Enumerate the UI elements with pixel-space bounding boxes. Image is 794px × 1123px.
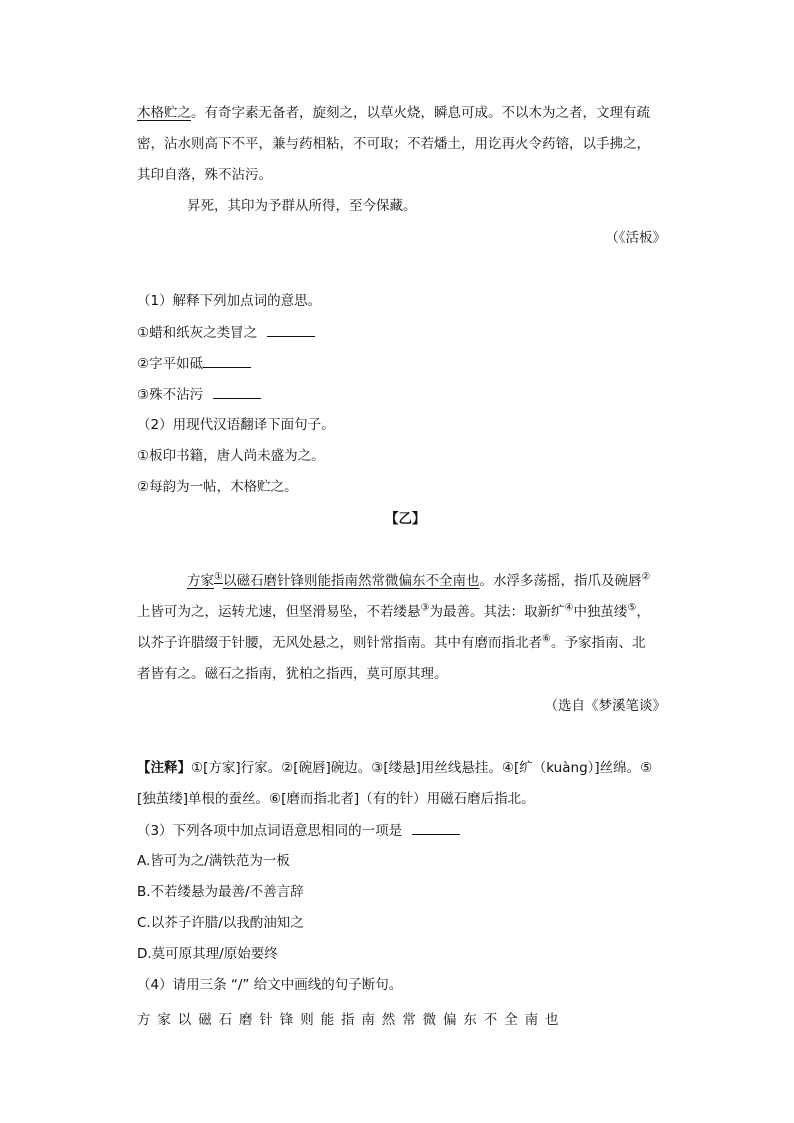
q3-option-d: D.莫可原其理/原始要终 [137,946,278,962]
q4-title: （4）请用三条 “/” 给文中画线的句子断句。 [137,977,403,993]
passage-b-line-2: 上皆可为之，运转尤速，但坚滑易坠，不若缕悬③为最善。其法：取新纩④中独茧缕⑤， [137,602,650,620]
answer-blank[interactable] [412,820,460,835]
notes-line-2: [独茧缕]单根的蚕丝。⑥[磨而指北者]（有的针）用磁石磨后指北。 [137,791,535,807]
q2-item-1: ①板印书籍，唐人尚未盛为之。 [137,448,325,464]
passage-a-line-4: 昇死，其印为予群从所得，至今保藏。 [187,198,417,214]
underlined-phrase: 木格贮之 [137,105,191,121]
passage-b-line-3: 以芥子许腊缀于针腰，无风处悬之，则针常指南。其中有磨而指北者⑥。予家指南、北 [137,633,646,651]
q2-item-2: ②每韵为一帖，木格贮之。 [137,479,298,495]
q1-item-3: ③殊不沾污 [137,384,261,405]
passage-b-line-4: 者皆有之。磁石之指南，犹柏之指西，莫可原其理。 [137,666,448,682]
q3-title: （3）下列各项中加点词语意思相同的一项是 [137,820,460,841]
notes-label: 【注释】 [137,760,191,776]
passage-b-source: （选自《梦溪笔谈》 [544,698,666,714]
passage-a-source: （《活板》 [605,230,666,246]
q3-option-a: A.皆可为之/满铁范为一板 [137,853,290,869]
passage-a-line-3: 其印自落，殊不沾污。 [137,167,272,183]
notes-line-1: 【注释】①[方家]行家。②[碗唇]碗边。③[缕悬]用丝线悬挂。④[纩（kuàng）]丝绵。⑤ [137,760,653,776]
q1-title: （1）解释下列加点词的意思。 [137,293,322,309]
q1-item-1: ①蜡和纸灰之类冒之 [137,322,315,343]
answer-blank[interactable] [267,322,315,337]
passage-b-line-1: 方家①以磁石磨针锋则能指南然常微偏东不全南也。水浮多荡摇，指爪及碗唇② [187,571,651,589]
q2-title: （2）用现代汉语翻译下面句子。 [137,417,335,433]
passage-a-line-2: 密，沾水则高下不平，兼与药相粘，不可取；不若燔土，用讫再火令药镕，以手拂之， [137,136,650,152]
answer-blank[interactable] [203,353,251,368]
q3-option-b: B.不若缕悬为最善/不善言辞 [137,884,304,900]
underlined-sentence: 以磁石磨针锋则能指南然常微偏东不全南也 [222,573,480,589]
q4-sentence: 方家以磁石磨针锋则能指南然常微偏东不全南也 [137,1012,566,1028]
passage-a-line-1: 木格贮之。有奇字素无备者，旋刻之，以草火烧，瞬息可成。不以木为之者，文理有疏 [137,105,650,121]
answer-blank[interactable] [213,384,261,399]
q1-item-2: ②字平如砥 [137,353,251,374]
passage-b-heading: 【乙】 [385,511,426,527]
q3-option-c: C.以芥子许腊/以我酌油知之 [137,915,304,931]
